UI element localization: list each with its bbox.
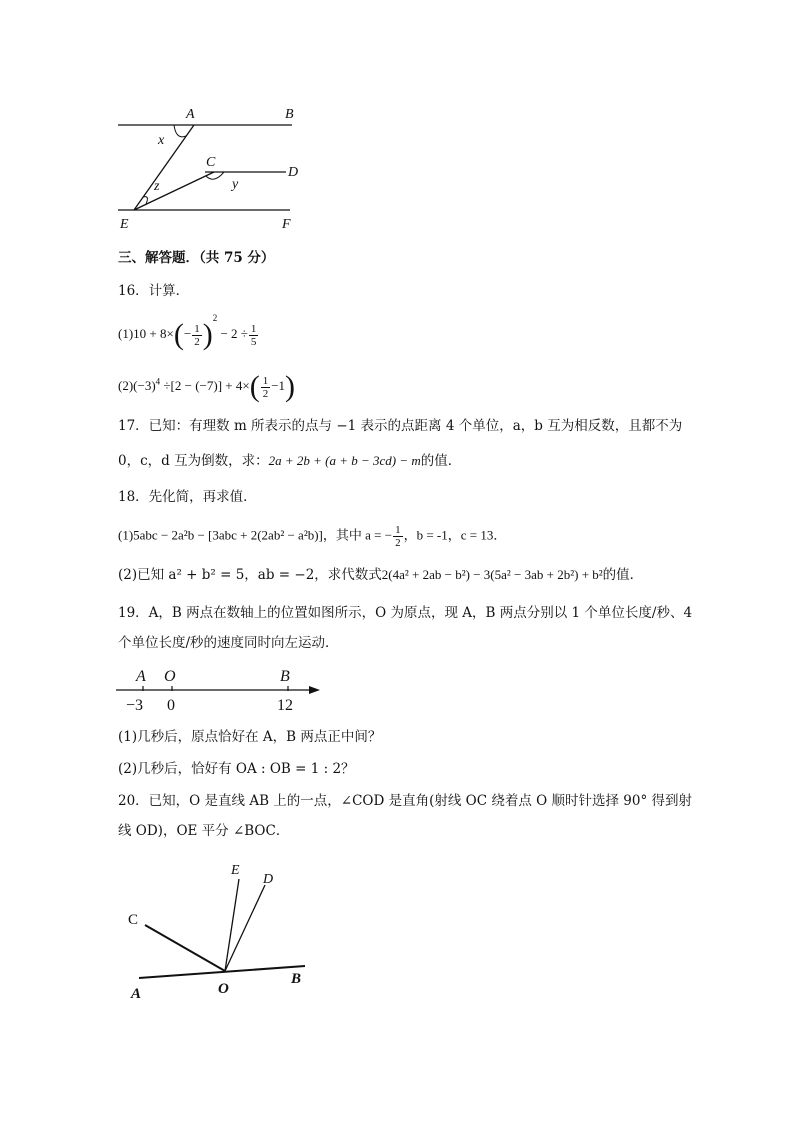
- q18-part2: [118, 566, 643, 584]
- q17-line2-b: 的值．: [420, 453, 462, 469]
- fraction-num: 1: [262, 374, 269, 387]
- q18-p1-expr: (1)5abc − 2a²b − [3abc + 2(2ab² − a²b)]: [118, 527, 323, 543]
- q16-p1-lead: 10 + 8×: [133, 325, 174, 341]
- paren-close: ): [202, 318, 213, 351]
- q16-p2-label: (2): [118, 377, 134, 393]
- q16-p2-b: ÷[2 − (−7)] + 4×: [163, 377, 250, 393]
- paren-open: (: [249, 370, 260, 403]
- paren-close: ): [285, 370, 296, 403]
- label-A: A: [131, 986, 142, 1002]
- parallel-lines-figure: [110, 100, 320, 235]
- axis-value-0: 0: [167, 697, 175, 714]
- q17-line2: [118, 452, 461, 470]
- fraction-den: 2: [395, 537, 401, 549]
- label-E: E: [120, 217, 129, 232]
- label-E: E: [231, 863, 240, 878]
- label-F: F: [282, 217, 291, 232]
- q16-p1-exp: 2: [212, 312, 218, 323]
- label-C: C: [206, 155, 216, 170]
- axis-label-B: B: [280, 668, 290, 685]
- fraction: [249, 323, 259, 348]
- q19-line1: 19．A，B 两点在数轴上的位置如图所示，O 为原点，现 A，B 两点分别以 1 个单位长度/秒、4: [118, 605, 693, 621]
- fraction-den: 5: [250, 335, 257, 348]
- fraction: [192, 323, 202, 348]
- label-y: y: [232, 177, 239, 192]
- q19-part1: (1)几秒后，原点恰好在 A，B 两点正中间？: [118, 729, 382, 745]
- paren-open: (: [173, 318, 184, 351]
- label-B: B: [285, 107, 294, 122]
- q18-p2-expr: 2(4a² + 2ab − b²) − 3(5a² − 3ab + 2b²) + b²: [381, 567, 603, 582]
- q19-part2: (2)几秒后，恰好有 OA : OB = 1 : 2？: [118, 761, 355, 777]
- q19-line2: 个单位长度/秒的速度同时向左运动．: [118, 635, 339, 651]
- label-D: D: [263, 872, 274, 887]
- fraction-num: 1: [250, 322, 257, 335]
- fraction-num: 1: [194, 322, 200, 335]
- fraction-den: 2: [194, 335, 200, 348]
- fraction-num: 1: [395, 524, 401, 536]
- q16-p2-a: (−3): [133, 377, 156, 393]
- q16-p1-label: (1): [118, 325, 134, 341]
- label-A: A: [186, 107, 195, 122]
- q17-line2-a: 0，c，d 互为倒数，求：: [118, 453, 269, 469]
- q20-line1: 20．已知，O 是直线 AB 上的一点，∠COD 是直角(射线 OC 绕着点 O 顺时针选择 90° 得到射: [118, 793, 693, 809]
- label-x: x: [158, 133, 165, 148]
- axis-label-A: A: [136, 668, 146, 685]
- q18-part1: [118, 524, 506, 549]
- angle-figure: [125, 855, 325, 1005]
- label-O: O: [218, 981, 229, 997]
- section-title: 三、解答题．（共 75 分）: [118, 250, 275, 266]
- q17-expr: 2a + 2b + (a + b − 3cd) − m: [268, 453, 421, 468]
- q16-p2-exp: 4: [155, 376, 161, 387]
- q16-part1: (1)10 + 8×(− $\frac{1}{2}$ )$^2$ − 2 ÷ $\frac{1}{5}$: [118, 312, 257, 351]
- label-D: D: [288, 165, 299, 180]
- axis-value-neg3: −3: [126, 697, 144, 714]
- q18-stem: 18．先化简，再求值．: [118, 489, 257, 505]
- q16-p2-c: −1: [271, 377, 286, 393]
- label-C: C: [128, 912, 139, 928]
- q16-part2: [118, 372, 295, 402]
- label-z: z: [154, 179, 160, 194]
- fraction-den: 2: [262, 387, 269, 400]
- fraction: [261, 375, 271, 400]
- axis-value-12: 12: [277, 697, 293, 714]
- q18-p2-a: (2)已知 a² + b² = 5，ab = −2，求代数式: [118, 567, 382, 583]
- q20-line2: 线 OD)，OE 平分 ∠BOC．: [118, 823, 290, 839]
- q16-p1-tail: − 2 ÷: [220, 325, 248, 341]
- q18-p1-cond-a: ，其中 a = −: [322, 527, 393, 543]
- label-B: B: [291, 971, 302, 987]
- q18-p1-cond-b: ，b = -1，c = 13．: [403, 527, 507, 543]
- q18-p2-b: 的值．: [602, 567, 644, 583]
- fraction: [393, 524, 403, 549]
- axis-label-O: O: [164, 668, 176, 685]
- q16-stem: 16．计算．: [118, 283, 190, 299]
- q17-line1: 17．已知：有理数 m 所表示的点与 −1 表示的点距离 4 个单位，a，b 互为相反数，且都不为: [118, 418, 683, 434]
- number-line-figure: [112, 664, 327, 716]
